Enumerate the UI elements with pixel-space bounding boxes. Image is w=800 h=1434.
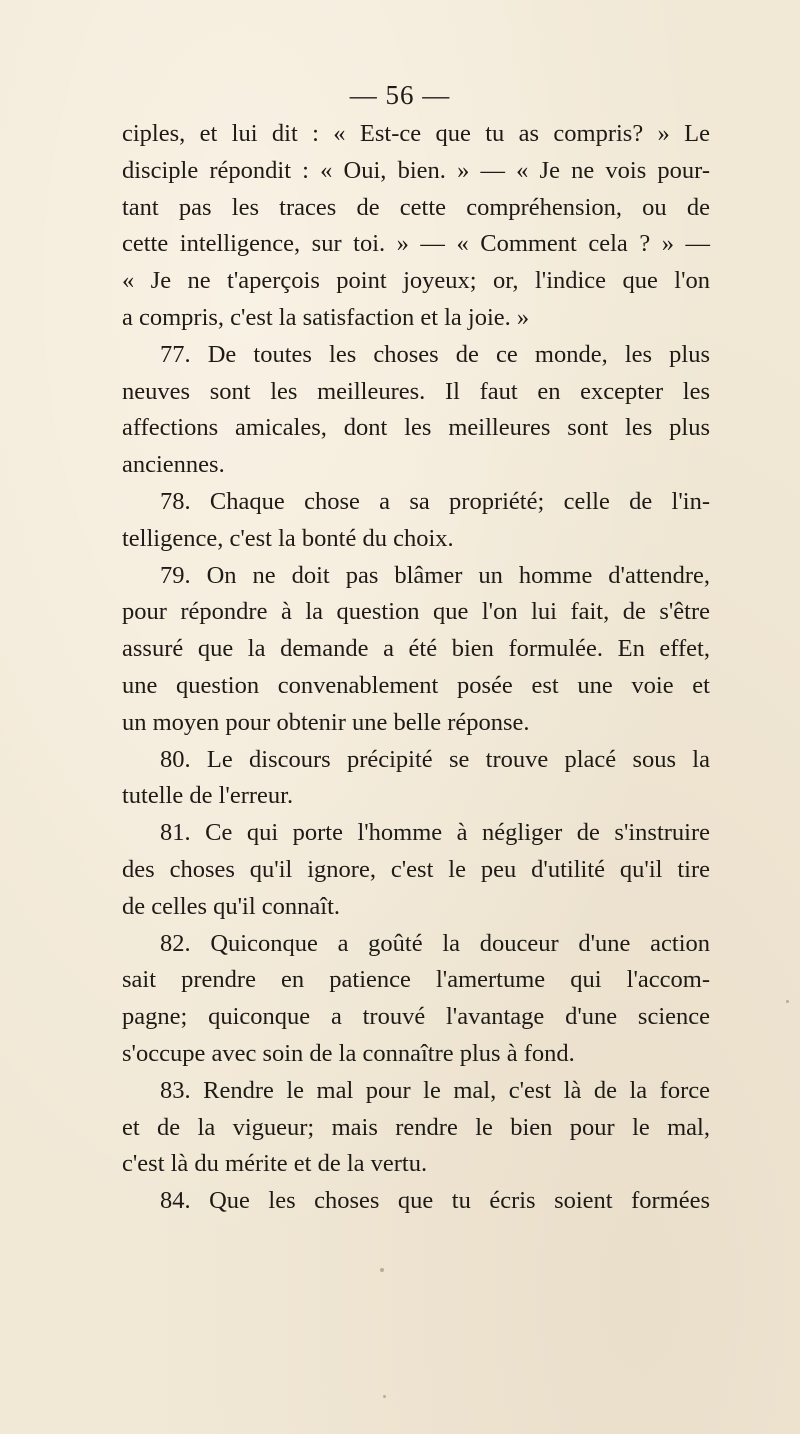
text-line: ciples, et lui dit : « Est-ce que tu as compris? » Le [122,120,710,147]
text-line: « Je ne t'aperçois point joyeux; or, l'indice que l'on [122,267,710,295]
text-line: une question convenablement posée est une voie et [122,671,710,699]
text-line: s'occupe avec soin de la connaître plus à fond. [122,1039,575,1067]
maxim-80-line: 80. Le discours précipité se trouve placé sous la [160,745,710,773]
text-line: assuré que la demande a été bien formulée. En effet, [122,635,710,663]
page-number-header: — 56 — [349,80,451,110]
text-line: telligence, c'est la bonté du choix. [122,524,454,552]
text-line: neuves sont les meilleures. Il faut en excepter les [122,377,710,405]
text-line: tant pas les traces de cette compréhension, ou de [122,193,710,221]
text-line: tutelle de l'erreur. [122,782,294,810]
text-line: a compris, c'est la satisfaction et la joie. » [122,303,530,331]
text-line: c'est là du mérite et de la vertu. [122,1150,428,1178]
maxim-78-line: 78. Chaque chose a sa propriété; celle de l'in- [160,487,710,515]
text-line: pour répondre à la question que l'on lui fait, de s'être [122,598,710,626]
text-line: et de la vigueur; mais rendre le bien pour le mal, [122,1113,710,1141]
maxim-83-line: 83. Rendre le mal pour le mal, c'est là de la force [160,1076,710,1104]
text-line: affections amicales, dont les meilleures sont les plus [122,414,710,442]
maxim-79-line: 79. On ne doit pas blâmer un homme d'attendre, [160,561,710,589]
maxim-82-line: 82. Quiconque a goûté la douceur d'une action [160,929,710,957]
paper-speck [383,1395,386,1398]
text-line: cette intelligence, sur toi. » — « Comment cela ? » — [122,230,710,258]
maxim-77-line: 77. De toutes les choses de ce monde, les plus [160,340,710,368]
text-line: pagne; quiconque a trouvé l'avantage d'une science [122,1003,710,1031]
paper-speck [380,1268,384,1272]
maxim-81-line: 81. Ce qui porte l'homme à négliger de s'instruire [160,819,710,847]
body-text [122,116,710,1220]
text-line: un moyen pour obtenir une belle réponse. [122,708,530,736]
paper-speck [786,1000,789,1003]
text-line: anciennes. [122,451,225,479]
text-line: disciple répondit : « Oui, bien. » — « Je ne vois pour- [122,156,710,184]
text-line: de celles qu'il connaît. [122,892,341,920]
text-line: des choses qu'il ignore, c'est le peu d'utilité qu'il tire [122,855,710,883]
text-line: sait prendre en patience l'amertume qui l'accom- [122,966,710,994]
maxim-84-line: 84. Que les choses que tu écris soient formées [160,1187,710,1215]
